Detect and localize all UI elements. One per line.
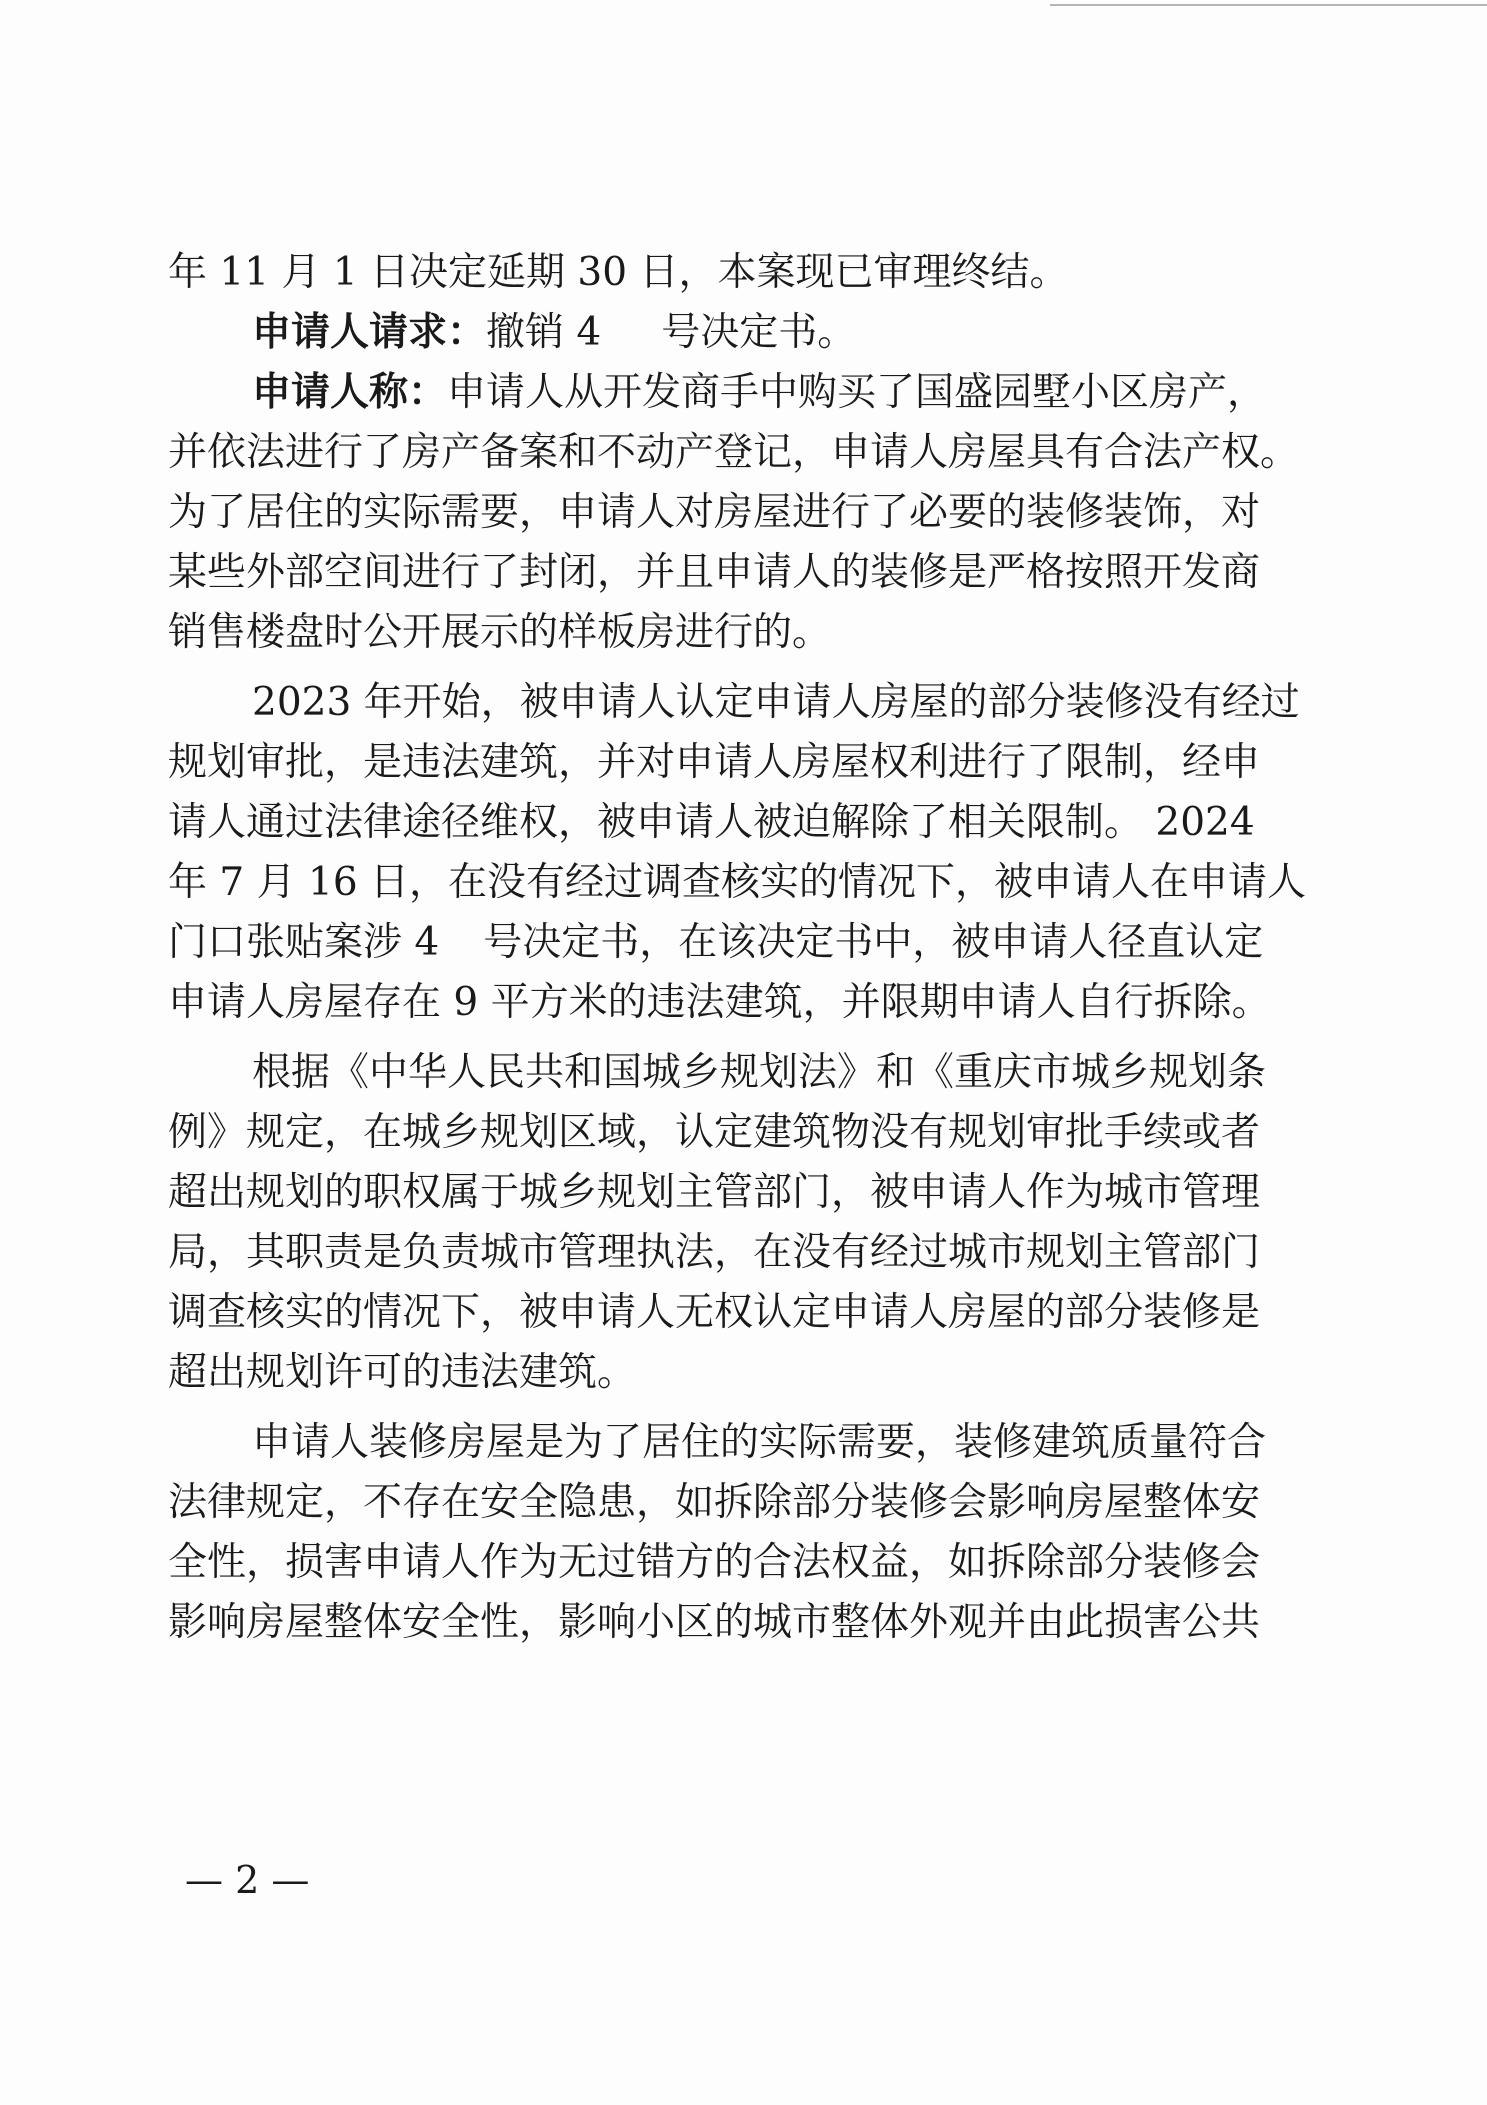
line-text: 某些外部空间进行了封闭，并且申请人的装修是严格按照开发商: [168, 550, 1261, 595]
line-text-part2: 号决定书，在该决定书中，被申请人径直认定: [483, 920, 1264, 965]
paragraph-line: [168, 488, 1260, 538]
request-text-part2: 号决定书。: [661, 310, 857, 355]
claim-line: [252, 368, 1266, 418]
request-label: 申请人请求：: [252, 310, 487, 355]
line-text: 为了居住的实际需要，申请人对房屋进行了必要的装修装饰，对: [168, 490, 1261, 535]
line-text: 法律规定，不存在安全隐患，如拆除部分装修会影响房屋整体安: [168, 1480, 1261, 1525]
line-text: 规划审批，是违法建筑，并对申请人房屋权利进行了限制，经申: [168, 740, 1261, 785]
paragraph-line: [168, 428, 1299, 478]
paragraph-line: [168, 608, 831, 658]
paragraph-line: [168, 1348, 636, 1398]
line-text: 全性，损害申请人作为无过错方的合法权益，如拆除部分装修会: [168, 1540, 1261, 1585]
line-text: 超出规划的职权属于城乡规划主管部门，被申请人作为城市管理: [168, 1170, 1261, 1215]
line-text: 年 7 月 16 日，在没有经过调查核实的情况下，被申请人在申请人: [168, 860, 1307, 905]
line-text: 请人通过法律途径维权，被申请人被迫解除了相关限制。 2024: [168, 800, 1255, 845]
paragraph-line: [252, 1418, 1266, 1468]
paragraph-line: [168, 1538, 1260, 1588]
line-text: 2023 年开始，被申请人认定申请人房屋的部分装修没有经过: [252, 680, 1300, 725]
line-text-part1: 门口张贴案涉 4: [168, 920, 440, 965]
paragraph-line: [168, 1228, 1260, 1278]
paragraph-line: [168, 858, 1306, 908]
page-number: — 2 —: [185, 1858, 310, 1902]
paragraph-line: [252, 1048, 1266, 1098]
paragraph-line: [168, 978, 1271, 1028]
line-text: 局，其职责是负责城市管理执法，在没有经过城市规划主管部门: [168, 1230, 1261, 1275]
request-line: [252, 308, 856, 358]
claim-label: 申请人称：: [252, 370, 448, 415]
claim-text: 申请人从开发商手中购买了国盛园墅小区房产，: [447, 370, 1267, 415]
line-text: 例》规定，在城乡规划区域，认定建筑物没有规划审批手续或者: [168, 1110, 1261, 1155]
line-text: 销售楼盘时公开展示的样板房进行的。: [168, 610, 832, 655]
paragraph-line: [168, 738, 1260, 788]
line-text: 影响房屋整体安全性，影响小区的城市整体外观并由此损害公共: [168, 1600, 1261, 1645]
request-text-part1: 撤销 4: [486, 310, 602, 355]
paragraph-line: [168, 248, 1068, 298]
line-text: 并依法进行了房产备案和不动产登记，申请人房屋具有合法产权。: [168, 430, 1300, 475]
paragraph-line: [252, 678, 1300, 728]
paragraph-line: [168, 1288, 1260, 1338]
paragraph-line: [168, 548, 1260, 598]
paragraph-line: [168, 798, 1255, 848]
line-text: 申请人装修房屋是为了居住的实际需要，装修建筑质量符合: [252, 1420, 1267, 1465]
line-text: 年 11 月 1 日决定延期 30 日，本案现已审理终结。: [168, 250, 1069, 295]
paragraph-line: [168, 1168, 1260, 1218]
paragraph-line: [168, 1598, 1260, 1648]
line-text: 超出规划许可的违法建筑。: [168, 1350, 637, 1395]
paragraph-line: [168, 1108, 1260, 1158]
line-text: 根据《中华人民共和国城乡规划法》和《重庆市城乡规划条: [252, 1050, 1267, 1095]
line-text: 调查核实的情况下，被申请人无权认定申请人房屋的部分装修是: [168, 1290, 1261, 1335]
paragraph-line: [168, 1478, 1260, 1528]
top-edge-line: [1050, 4, 1487, 6]
line-text: 申请人房屋存在 9 平方米的违法建筑，并限期申请人自行拆除。: [168, 980, 1271, 1025]
paragraph-line: [168, 918, 1263, 968]
